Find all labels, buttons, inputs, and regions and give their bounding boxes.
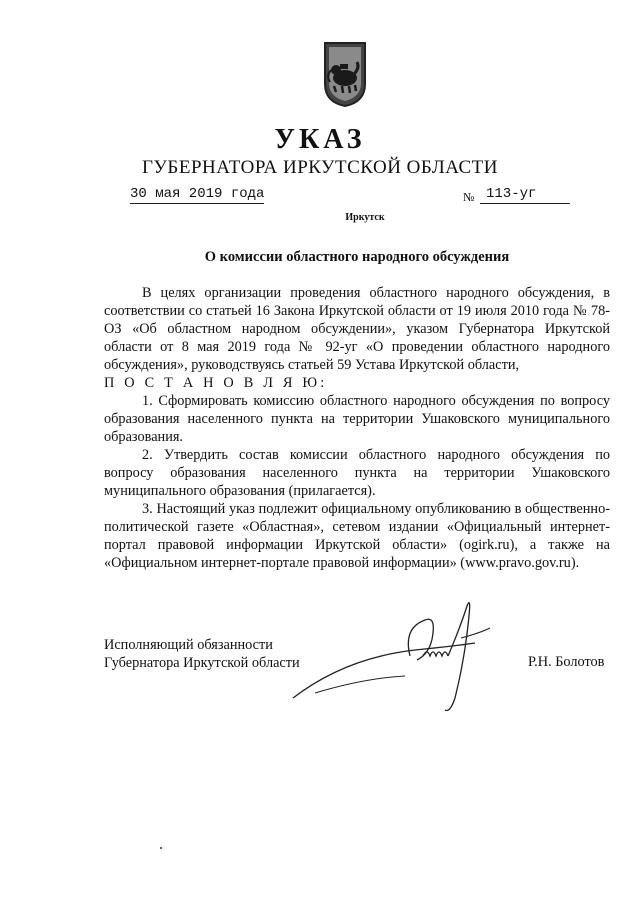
number-sign: № xyxy=(463,190,475,204)
document-city: Иркутск xyxy=(345,212,385,223)
document-subtitle: ГУБЕРНАТОРА ИРКУТСКОЙ ОБЛАСТИ xyxy=(142,157,498,178)
document-date: 30 мая 2019 года xyxy=(130,186,265,202)
signatory-name: Р.Н. Болотов xyxy=(528,654,605,670)
coat-of-arms-emblem xyxy=(322,40,368,108)
document-body xyxy=(104,284,610,572)
document-heading: О комиссии областного народного обсуждения xyxy=(204,249,510,265)
scan-speck xyxy=(160,847,162,849)
preamble-paragraph: В целях организации проведения областного народного обсуждения, в соответствии со статьей 16 Закона Иркутской области от 19 июля 2010 года № 78-ОЗ «Об областном народном обсуждении», указом Губернатора Иркутской области от 8 мая 2019 года № 92-уг «О проведении областного народного обсуждения», руководствуясь статьей 59 Устава Иркутской области, xyxy=(104,285,610,373)
document-title: УКАЗ xyxy=(274,124,366,155)
item-paragraph: 2. Утвердить состав комиссии областного народного обсуждения по вопросу образования населенного пункта на территории Ушаковского муниципального образования (прилагается). xyxy=(104,447,610,499)
signatory-position-line: Губернатора Иркутской области xyxy=(104,655,300,671)
decree-word: П О С Т А Н О В Л Я Ю: xyxy=(104,375,328,391)
item-paragraph: 1. Сформировать комиссию областного народного обсуждения по вопросу образования населенного пункта на территории Ушаковского муниципального образования. xyxy=(104,393,610,445)
handwritten-signature xyxy=(285,598,495,718)
signatory-position xyxy=(104,636,300,672)
document-number: 113-уг xyxy=(480,186,570,204)
signatory-position-line: Исполняющий обязанности xyxy=(104,637,273,653)
item-paragraph: 3. Настоящий указ подлежит официальному опубликованию в общественно-политической газете «Областная», сетевом издании «Официальный интернет-портал правовой информации Иркутской области» (ogirk.ru), а также на «Официальном интернет-портале правовой информации» (www.pravo.gov.ru). xyxy=(104,501,610,571)
